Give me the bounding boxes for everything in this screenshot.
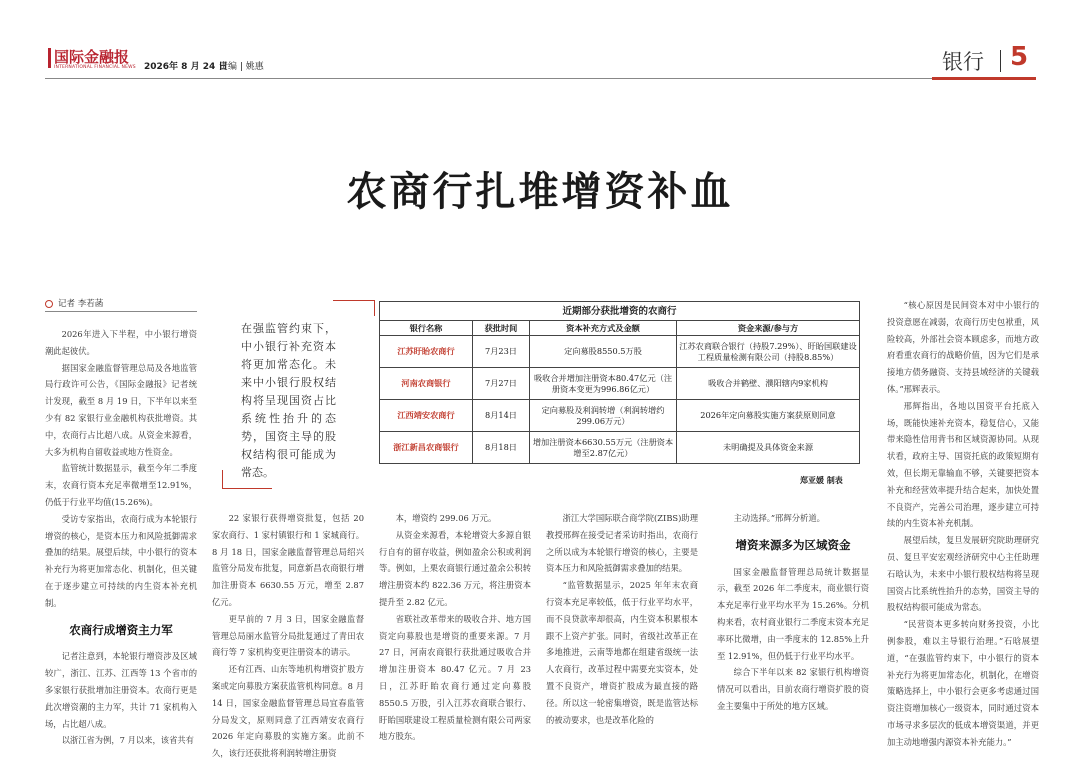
bullet-icon — [45, 300, 53, 308]
table-cell: 江苏农商联合银行（持股7.29%）、盱眙国联建设工程质量检测有限公司（持股8.85%） — [677, 336, 860, 368]
article-column-4 — [546, 510, 698, 736]
table-cell: 吸收合并鹤壁、濮阳辖内9家机构 — [677, 368, 860, 400]
article-column-2 — [212, 510, 364, 759]
logo-subtitle: INTERNATIONAL FINANCIAL NEWS — [54, 65, 136, 70]
table-credit: 郑亚媛 制表 — [800, 476, 843, 485]
article-headline: 农商行扎堆增资补血 — [346, 168, 734, 215]
table-cell: 增加注册资本6630.55万元（注册资本增至2.87亿元） — [530, 432, 677, 464]
table-cell: 未明确提及具体资金来源 — [677, 432, 860, 464]
paragraph: 还有江西、山东等地机构增资扩股方案或定向募股方案获监管机构同意。8 月 14 日，国家金融监督管理总局宜春监管分局发文，原则同意了江西靖安农商行 2026 年定向募股的实施方案。此前不久，该行还获批将利润转增注册资 — [212, 664, 364, 759]
quote-bracket-bottom-v — [222, 470, 223, 488]
paragraph: 以浙江省为例，7 月以来，该省共有 — [61, 735, 194, 746]
paragraph: 邢辉指出，各地以国资平台托底入场，既能快速补充资本，稳复信心，又能带来隐性信用背书和区域资源协同。从现状看，政府主导、国资托底的政策短期有效，但长期无靠输血不够，关键要把资本补充和经营效率提升结合起来，加快处置不良资产，完善公司治理，逐步建立可持续的内生资本补充机制。 — [887, 400, 1039, 529]
table-row — [380, 336, 860, 368]
table-header: 资本补充方式及金额 — [530, 321, 677, 336]
quote-bracket-bottom — [222, 488, 272, 489]
paragraph: “监管数据显示，2025 年年末农商行资本充足率较低，低于行业平均水平，而不良贷款率却很高，内生资本积累根本跟不上资产扩张。同时，省级社改革正在多地推进，云南等地都在组建省级统一法人农商行，改革过程中需要充实资本，处置不良资产，增资扩股成为最直接的路径。所以这一轮密集增资，既是监管达标的被动要求，也是改革化险的 — [546, 580, 698, 725]
byline-rule — [45, 311, 197, 312]
table-cell: 定向募股及利润转增（利润转增约299.06万元） — [530, 400, 677, 432]
editor-credit: 责编 | 姚惠 — [219, 62, 264, 72]
paragraph: 2026年进入下半程，中小银行增资潮此起彼伏。 — [45, 329, 197, 356]
paragraph: 更早前的 7 月 3 日，国家金融监督管理总局丽水监管分局批复通过了青田农商行等 7 家机构变更注册资本的请示。 — [212, 613, 364, 658]
table-header: 资金来源/参与方 — [677, 321, 860, 336]
table-row — [380, 368, 860, 400]
table-caption: 近期部分获批增资的农商行 — [380, 302, 860, 321]
article-column-5 — [717, 510, 869, 736]
section-subheading: 增资来源多为区域资金 — [735, 537, 851, 552]
section-subheading: 农商行成增资主力军 — [69, 622, 173, 637]
quote-bracket-top — [333, 300, 375, 301]
paragraph: “核心原因是民间资本对中小银行的投资意愿在减弱，农商行历史包袱重，风险较高，外部社会资本顾虑多，而地方政府看重农商行的战略价值，因为它们是承接地方债务融资、支持县域经济的关键载体。”邢辉表示。 — [887, 300, 1039, 394]
table-cell: 吸收合并增加注册资本80.47亿元（注册资本变更为996.86亿元） — [530, 368, 677, 400]
table-cell: 江西靖安农商行 — [380, 400, 473, 432]
article-column-3 — [379, 510, 531, 742]
table-cell: 8月14日 — [473, 400, 530, 432]
capital-increase-table — [379, 301, 860, 464]
table-cell: 河南农商银行 — [380, 368, 473, 400]
section-name: 银行 — [942, 50, 984, 74]
header-accent-rule — [932, 77, 1036, 80]
table-row — [380, 400, 860, 432]
section-divider — [1000, 50, 1001, 72]
quote-bracket-top-v — [374, 300, 375, 316]
table-cell: 定向募股8550.5万股 — [530, 336, 677, 368]
paragraph: 监管统计数据显示，截至今年二季度末，农商行资本充足率微增至12.91%，仍低于行业平均值(15.26%)。 — [45, 463, 197, 507]
paragraph: 国家金融监督管理总局统计数据显示，截至 2026 年二季度末，商业银行资本充足率行业平均水平为 15.26%。分机构来看，农村商业银行二季度末资本充足率环比微增，由一季度末的 12.85%上升至 12.91%，但仍低于行业平均水平。 — [717, 566, 869, 661]
table-cell: 8月18日 — [473, 432, 530, 464]
logo-title: 国际金融报 — [54, 48, 130, 66]
paragraph: 本，增资约 299.06 万元。 — [395, 513, 497, 523]
newspaper-logo — [48, 46, 136, 72]
header-rule — [45, 78, 1036, 79]
table-header: 银行名称 — [380, 321, 473, 336]
paragraph: 22 家银行获得增资批复，包括 20 家农商行、1 家村镇银行和 1 家城商行。8 月 18 日，国家金融监督管理总局绍兴监管分局发布批复，同意新昌农商银行增加注册资本 6630.55 万元，增至 2.87 亿元。 — [212, 513, 364, 607]
article-column-1 — [45, 326, 197, 746]
paragraph: 综合下半年以来 82 家银行机构增资情况可以看出，目前农商行增资扩股的资金主要集中于所处的地方区域。 — [717, 667, 869, 711]
article-column-6 — [887, 297, 1039, 747]
issue-date: 2026年 8 月 24 日 — [144, 62, 228, 72]
table-cell: 7月27日 — [473, 368, 530, 400]
paragraph: 据国家金融监督管理总局及各地监管局行政许可公告，《国际金融报》记者统计发现，截至 8 月 19 日，下半年以来至少有 82 家银行业金融机构获批增资。其中，农商行占比超八成。从资金来源看，大多为机构自留收益或地方性资金。 — [45, 362, 197, 457]
paragraph: 从资金来源看，本轮增资大多源自银行自有的留存收益，例如盈余公积或利润等。例如，上栗农商银行通过盈余公积转增注册资本约 822.36 万元，将注册资本提升至 2.82 亿元。 — [379, 529, 531, 607]
paragraph: 记者注意到，本轮银行增资涉及区域较广，浙江、江苏、江西等 13 个省市的多家银行获批增加注册资本。农商行更是此次增资潮的主力军，共计 71 家机构入场，占比超八成。 — [45, 651, 197, 729]
table-cell: 2026年定向募股实施方案获原则同意 — [677, 400, 860, 432]
paragraph: 省联社改革带来的吸收合并、地方国资定向募股也是增资的重要来源。7 月 27 日，河南农商银行获批通过吸收合并增加注册资本 80.47 亿元。7 月 23 日，江苏盱眙农商行通过定向募股 8550.5 万股，引入江苏农商联合银行、盱眙国联建设工程质量检测有限公司两家地方股东。 — [379, 613, 531, 742]
paragraph: “民营资本更多转向财务投资，小比例参股，难以主导银行治理。”石晗展望道，“在强监管约束下，中小银行的资本补充行为将更加常态化，机制化，在增资策略选择上，中小银行会更多考虑通过国资注资增加核心一级资本，同时通过资本市场寻求多层次的低成本增资渠道，并更加主动地增强内源资本补充能力。” — [887, 619, 1039, 747]
reporter-name: 记者 李若菡 — [58, 299, 104, 309]
paragraph: 浙江大学国际联合商学院(ZIBS)助理教授邢辉在接受记者采访时指出，农商行之所以成为本轮银行增资的核心，主要是资本压力和风险抵御需求叠加的结果。 — [546, 513, 698, 574]
table-cell: 江苏盱眙农商行 — [380, 336, 473, 368]
paragraph: 展望后续，复旦发展研究院助理研究员、复旦平安宏观经济研究中心主任助理石晗认为，未来中小银行股权结构将呈现国资占比系统性抬升的态势，国资主导的股权结构很可能成为常态。 — [887, 535, 1039, 613]
table-cell: 浙江新昌农商银行 — [380, 432, 473, 464]
page-number: 5 — [1010, 42, 1029, 72]
pull-quote: 在强监管约束下，中小银行补充资本将更加常态化。未来中小银行股权结构将呈现国资占比系统性抬升的态势，国资主导的股权结构很可能成为常态。 — [241, 322, 336, 479]
paragraph: 受访专家指出，农商行成为本轮银行增资的核心，是资本压力和风险抵御需求叠加的结果。展望后续，中小银行的资本补充行为将更加常态化、机制化，但关键在于逐步建立可持续的内生资本补充机制。 — [45, 513, 197, 608]
logo-bar-icon — [48, 48, 51, 68]
paragraph: 主动选择。”邢辉分析道。 — [733, 513, 825, 523]
table-row — [380, 432, 860, 464]
table-header: 获批时间 — [473, 321, 530, 336]
table-cell: 7月23日 — [473, 336, 530, 368]
reporter-byline — [45, 297, 103, 309]
